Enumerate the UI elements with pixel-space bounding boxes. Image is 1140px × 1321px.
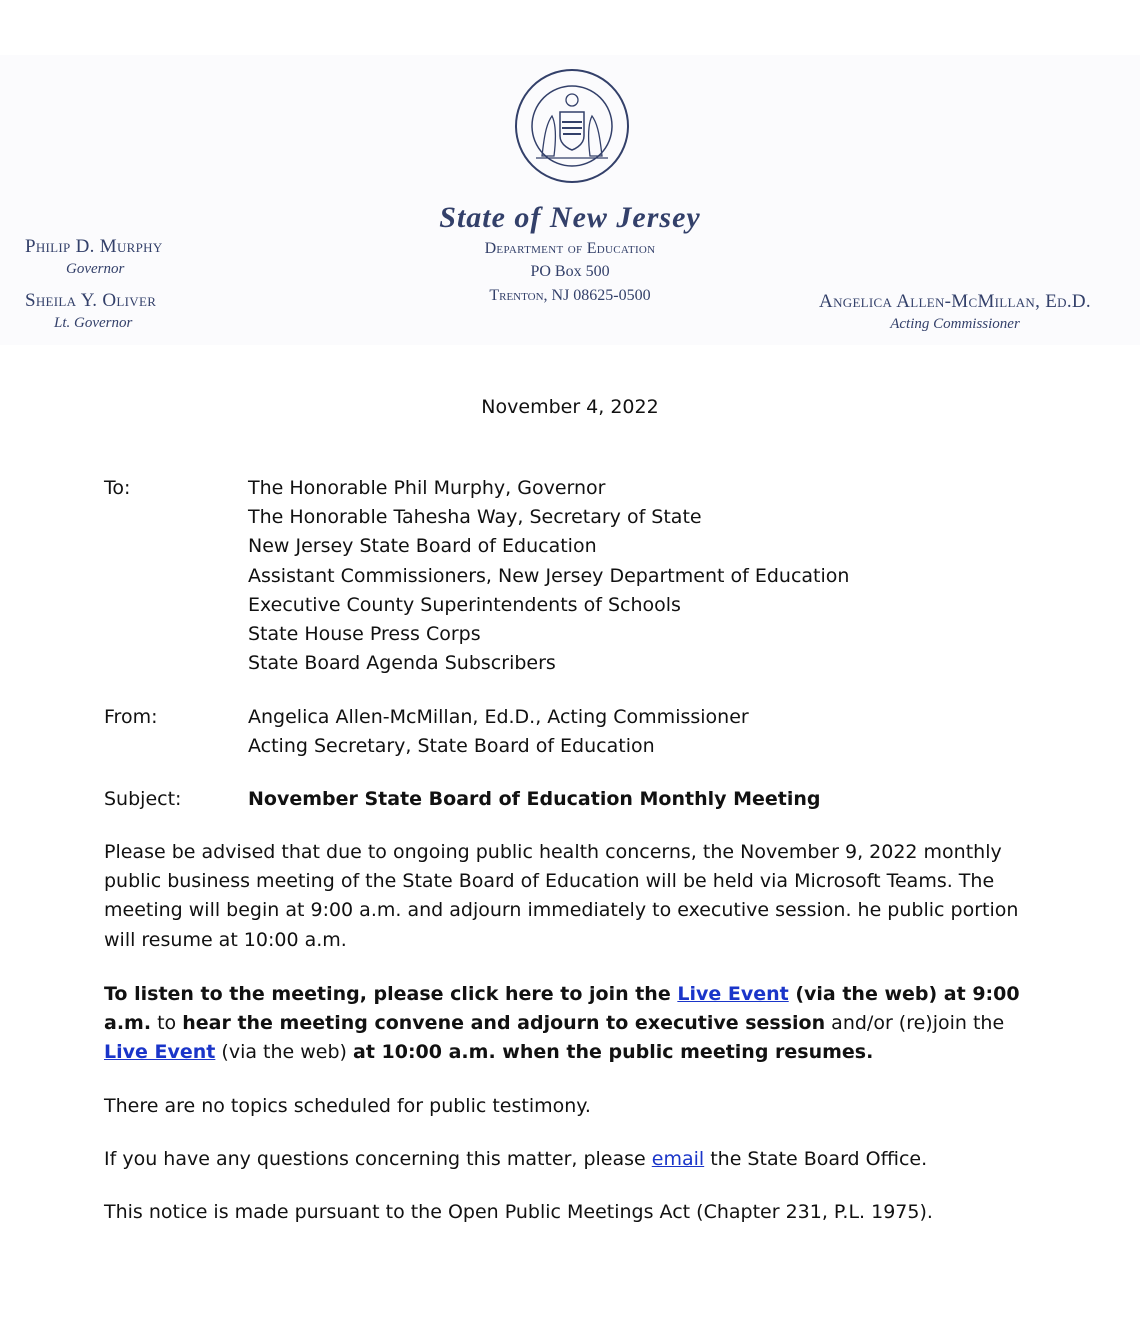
commissioner-name: Angelica Allen-McMillan, Ed.D. [819, 291, 1091, 312]
from-label: From: [104, 706, 158, 728]
to-recipients [248, 474, 1068, 678]
bold-text: To listen to the meeting, please click here to join the [104, 983, 678, 1005]
plain-text: (via the web) [215, 1041, 353, 1064]
state-seal-logo [514, 68, 630, 184]
meeting-notice-paragraph: Please be advised that due to ongoing public health concerns, the November 9, 2022 monthly public business meeting of the State Board of Education will be held via Microsoft Teams. The meeting will begin at 9:00 a.m. and adjourn immediately to executive session. he public portion will resume at 10:00 a.m. [104, 841, 1019, 951]
from-senders [248, 703, 1068, 761]
no-testimony-paragraph: There are no topics scheduled for public testimony. [104, 1095, 591, 1117]
governor-name: Philip D. Murphy [25, 236, 163, 257]
bold-text: hear the meeting convene and adjourn to executive session [182, 1012, 826, 1035]
recipient-line: Executive County Superintendents of Schools [248, 593, 681, 616]
commissioner-block [760, 290, 1140, 334]
recipient-line: The Honorable Phil Murphy, Governor [248, 477, 606, 499]
subject-text: November State Board of Education Monthly Meeting [248, 788, 821, 810]
recipient-line: Assistant Commissioners, New Jersey Department of Education [248, 564, 850, 587]
po-box: PO Box 500 [530, 263, 610, 280]
memo-date: November 4, 2022 [481, 396, 659, 418]
governor-block [25, 235, 163, 333]
sender-line: Angelica Allen-McMillan, Ed.D., Acting Commissioner [248, 706, 749, 728]
commissioner-title: Acting Commissioner [890, 316, 1020, 332]
recipient-line: State Board Agenda Subscribers [248, 652, 556, 675]
recipient-line: State House Press Corps [248, 623, 481, 646]
city-address: Trenton, NJ 08625-0500 [489, 287, 651, 304]
subject-label: Subject: [104, 788, 182, 810]
questions-paragraph [104, 1145, 1039, 1174]
listen-instructions-paragraph [104, 980, 1039, 1068]
plain-text: If you have any questions concerning this matter, please [104, 1148, 652, 1170]
live-event-link[interactable]: Live Event [677, 983, 789, 1005]
department-block [400, 198, 740, 308]
plain-text: and/or (re)join the [825, 1012, 1005, 1035]
bold-text: (via the web) at 9:00 a.m. [104, 983, 1020, 1035]
governor-title: Governor [66, 261, 125, 277]
to-label: To: [104, 477, 131, 499]
opma-notice-paragraph: This notice is made pursuant to the Open Public Meetings Act (Chapter 231, P.L. 1975). [104, 1201, 933, 1223]
email-link[interactable]: email [651, 1148, 705, 1170]
sender-line: Acting Secretary, State Board of Education [248, 735, 655, 758]
bold-text: at 10:00 a.m. when the public meeting resumes. [353, 1041, 874, 1064]
state-wordmark: State of New Jersey [439, 201, 701, 234]
recipient-line: New Jersey State Board of Education [248, 535, 597, 558]
lt-governor-title: Lt. Governor [54, 315, 133, 331]
department-name: Department of Education [484, 240, 656, 257]
live-event-link-rejoin[interactable]: Live Event [104, 1041, 216, 1064]
plain-text: the State Board Office. [704, 1148, 928, 1170]
lt-governor-name: Sheila Y. Oliver [25, 290, 157, 311]
plain-text: to [151, 1012, 183, 1035]
recipient-line: The Honorable Tahesha Way, Secretary of State [248, 506, 702, 529]
